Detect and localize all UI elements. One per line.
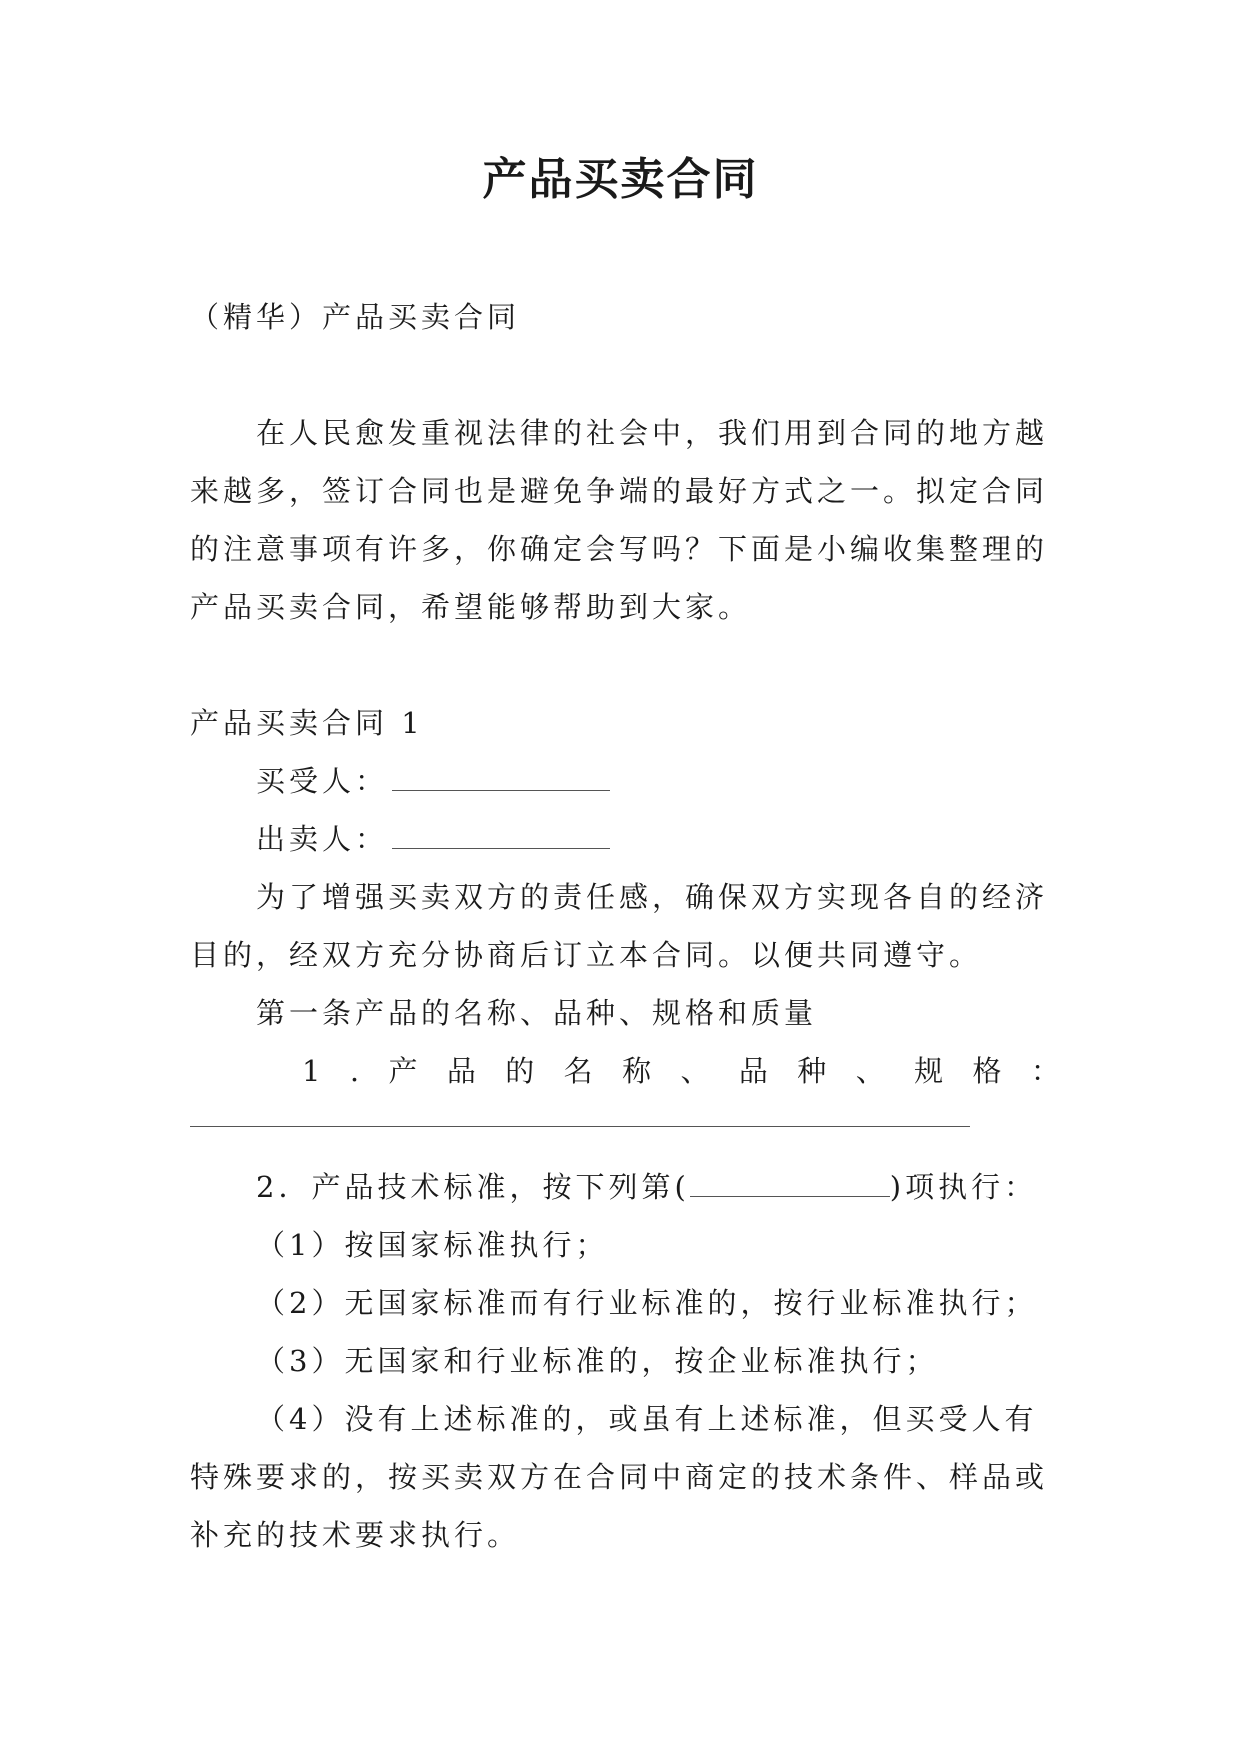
buyer-blank[interactable] [392, 764, 610, 791]
option-2: （2）无国家标准而有行业标准的，按行业标准执行； [256, 1286, 1038, 1320]
subtitle: （精华）产品买卖合同 [190, 300, 521, 334]
intro-line-1: 在人民愈发重视法律的社会中，我们用到合同的地方越 [256, 416, 1049, 450]
item-1-char: 、 [855, 1054, 885, 1088]
item-1-char: 规 [914, 1054, 944, 1088]
item-1-char: ： [1030, 1054, 1060, 1088]
seller-row [190, 810, 1060, 868]
item-2-row [190, 1158, 1060, 1216]
buyer-row [190, 752, 1060, 810]
item-1-char: 种 [797, 1054, 827, 1088]
option-4-line-1: （4）没有上述标准的，或虽有上述标准，但买受人有 [256, 1402, 1038, 1436]
spacer [190, 636, 1060, 694]
option-3: （3）无国家和行业标准的，按企业标准执行； [256, 1344, 939, 1378]
item-1-char: 产 [388, 1054, 418, 1088]
item-1-char: 名 [563, 1054, 593, 1088]
intro-line-3: 的注意事项有许多，你确定会写吗？下面是小编收集整理的 [190, 532, 1049, 566]
item-1-row [190, 1042, 1060, 1100]
item-2-blank[interactable] [690, 1170, 890, 1197]
seller-blank[interactable] [392, 822, 610, 849]
purpose-line-1: 为了增强买卖双方的责任感，确保双方实现各自的经济 [256, 880, 1049, 914]
option-4-line-2: 特殊要求的，按买卖双方在合同中商定的技术条件、样品或 [190, 1460, 1049, 1494]
intro-line-2: 来越多，签订合同也是避免争端的最好方式之一。拟定合同 [190, 474, 1049, 508]
section-heading: 产品买卖合同 1 [190, 706, 424, 740]
item-1-rule [190, 1126, 970, 1127]
item-2-suffix: )项执行： [889, 1170, 1038, 1204]
buyer-label: 买受人： [256, 764, 389, 798]
item-1-char: 1 [302, 1054, 321, 1088]
page-title: 产品买卖合同 [482, 154, 759, 205]
item-2-prefix: 2．产品技术标准，按下列第( [256, 1170, 690, 1204]
seller-label: 出卖人： [256, 822, 389, 856]
item-1-char: 称 [622, 1054, 652, 1088]
spacer [190, 346, 1060, 404]
option-4-line-3: 补充的技术要求执行。 [190, 1518, 521, 1552]
item-1-blank[interactable] [190, 1100, 1060, 1158]
item-1-char: 的 [505, 1054, 535, 1088]
item-1-char: 、 [680, 1054, 710, 1088]
item-1-char: 格 [972, 1054, 1002, 1088]
item-1-char: 品 [446, 1054, 476, 1088]
item-1-char: . [349, 1054, 360, 1088]
article-1-heading: 第一条产品的名称、品种、规格和质量 [256, 996, 818, 1030]
option-1: （1）按国家标准执行； [256, 1228, 609, 1262]
item-1-char: 品 [738, 1054, 768, 1088]
purpose-line-2: 目的，经双方充分协商后订立本合同。以便共同遵守。 [190, 938, 983, 972]
intro-line-4: 产品买卖合同，希望能够帮助到大家。 [190, 590, 752, 624]
document-body [190, 288, 1060, 1564]
